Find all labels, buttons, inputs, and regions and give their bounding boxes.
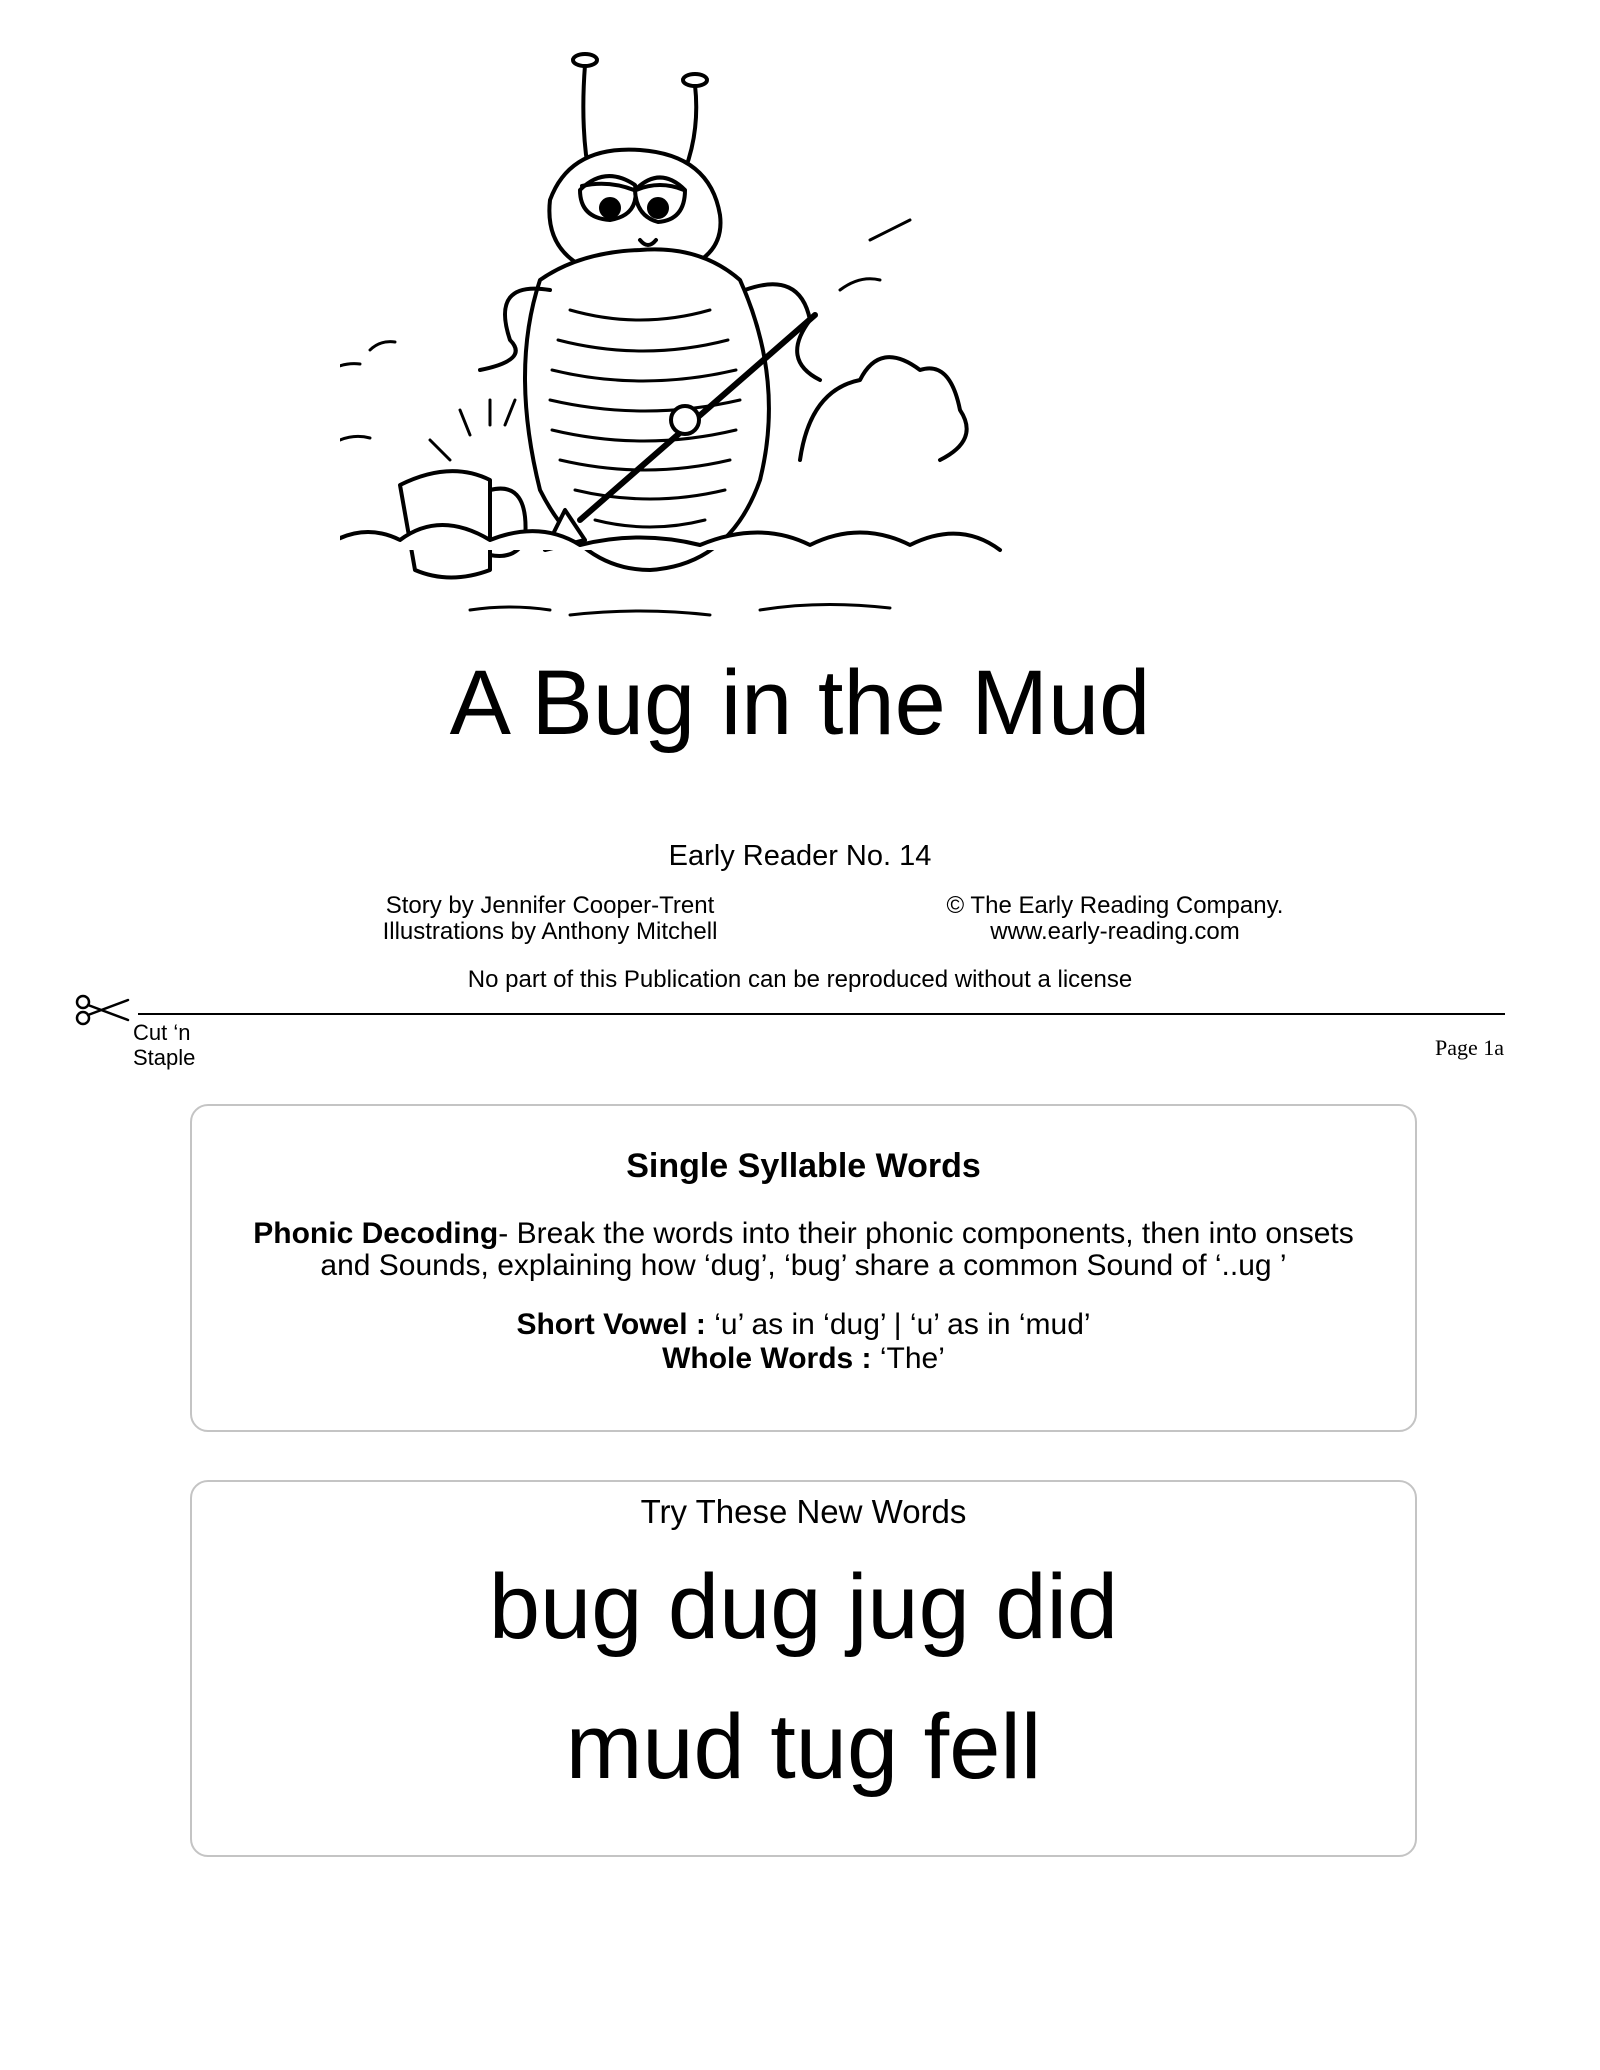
short-vowel-label: Short Vowel : xyxy=(516,1308,706,1341)
publisher-credits xyxy=(865,893,1365,945)
cut-staple-label xyxy=(133,1020,195,1070)
website-link[interactable]: www.early-reading.com xyxy=(990,918,1240,945)
phonic-text-1: - Break the words into their phonic components, then into onsets xyxy=(498,1217,1354,1250)
new-words-heading: Try These New Words xyxy=(640,1493,967,1530)
whole-words-text: ‘The’ xyxy=(871,1342,945,1375)
story-credit: Story by Jennifer Cooper-Trent xyxy=(385,892,715,919)
license-notice: No part of this Publication can be reproduced without a license xyxy=(467,966,1133,993)
scissors-icon xyxy=(74,990,130,1030)
bug-in-mud-illustration xyxy=(340,40,1280,640)
page-number: Page 1a xyxy=(1434,1035,1504,1060)
author-credits xyxy=(300,893,800,945)
syllable-panel xyxy=(190,1104,1417,1432)
new-words-panel xyxy=(190,1480,1417,1857)
vowel-words-text xyxy=(192,1308,1415,1376)
phonic-label: Phonic Decoding xyxy=(253,1217,499,1250)
series-label: Early Reader No. 14 xyxy=(668,840,932,872)
word-line-1: bug dug jug did xyxy=(488,1556,1119,1658)
cut-label-line: Cut ‘n xyxy=(133,1020,191,1045)
phonic-decoding-text xyxy=(212,1218,1395,1282)
word-line-2: mud tug fell xyxy=(565,1696,1042,1798)
book-title: A Bug in the Mud xyxy=(449,652,1151,754)
copyright-notice: © The Early Reading Company. xyxy=(946,892,1284,919)
short-vowel-text: ‘u’ as in ‘dug’ | ‘u’ as in ‘mud’ xyxy=(705,1308,1091,1341)
syllable-heading: Single Syllable Words xyxy=(626,1147,981,1185)
phonic-text-2: and Sounds, explaining how ‘dug’, ‘bug’ share a common Sound of ‘..ug ’ xyxy=(320,1249,1287,1282)
illustration-credit: Illustrations by Anthony Mitchell xyxy=(382,918,718,945)
cut-line xyxy=(138,1013,1505,1015)
staple-label-line: Staple xyxy=(133,1045,196,1070)
whole-words-label: Whole Words : xyxy=(662,1342,872,1375)
